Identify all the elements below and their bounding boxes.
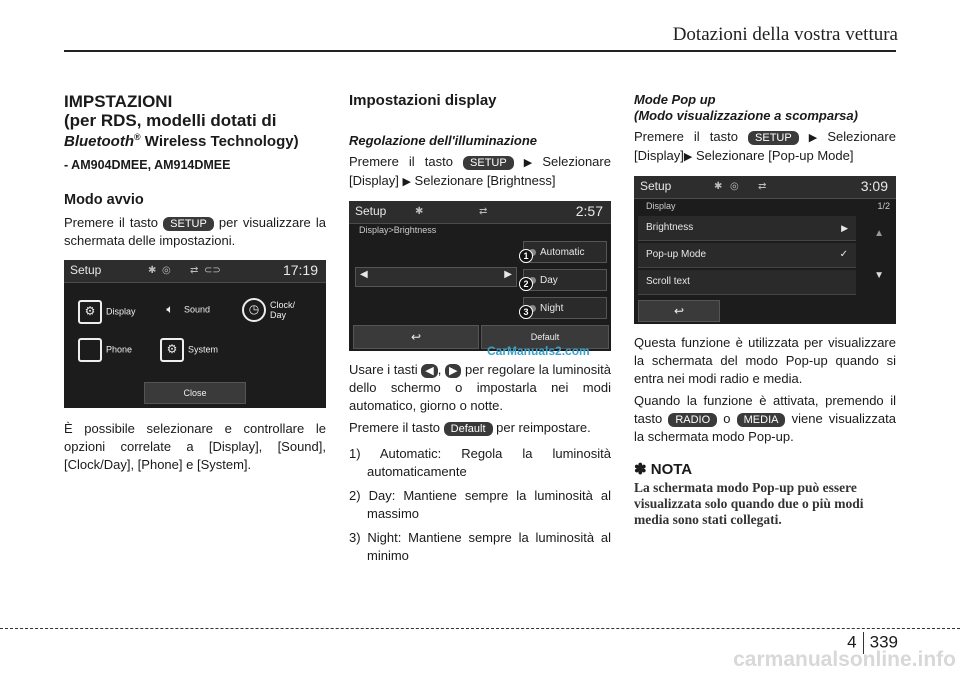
clock-tile-label: Clock/ Day (270, 300, 296, 320)
bluetooth-icon: ✱ (415, 206, 424, 217)
setup-menu-screenshot (64, 260, 326, 408)
display-tile (78, 300, 136, 324)
night-label: Night (540, 303, 564, 314)
brightness-modes-list (349, 445, 611, 565)
media-key: MEDIA (737, 413, 786, 427)
column-2 (349, 92, 611, 565)
popup-instructions (634, 128, 896, 166)
display-icon: ⚙ (78, 300, 102, 324)
sound-tile-label: Sound (184, 304, 211, 315)
arrow-keys-text (349, 361, 611, 415)
day-label: Day (540, 275, 558, 286)
modo-text-a: Premere il tasto (64, 215, 159, 230)
arrow-text-c: per regolare la luminosità dello schermo o impostarla nei modi automatico, giorno o notte. (349, 362, 612, 413)
popup-mode-row (638, 243, 856, 268)
system-tile (160, 338, 218, 362)
bluetooth-line (64, 132, 326, 150)
list-item: 1) Automatic: Regola la luminosità automaticamente (349, 446, 611, 479)
speaker-icon: 🔈︎ (166, 302, 174, 316)
right-key-icon: ▶ (445, 364, 461, 378)
section-title (64, 92, 326, 130)
popup-instr-a: Premere il tasto (634, 129, 749, 144)
setup-description: È possibile selezionare e controllare le opzioni correlate a [Display], [Sound], [Clock/Day], [Phone] e [System]. (64, 421, 326, 472)
screen-title: Setup (640, 179, 672, 193)
arrow-right-icon: ▶ (841, 223, 848, 233)
reset-text-a: Premere il tasto (349, 420, 444, 435)
note-heading: ✽ NOTA (634, 461, 693, 478)
clock-icon: ◷ (242, 298, 266, 322)
default-reset-text (349, 419, 611, 437)
bluetooth-rest: Wireless Technology) (140, 133, 299, 150)
phone-tile (78, 338, 132, 362)
screen-title: Setup (355, 204, 387, 218)
modo-avvio-heading: Modo avvio (64, 192, 144, 208)
setup-key: SETUP (748, 131, 799, 145)
sound-tile (160, 300, 210, 320)
activation-text-a: Quando la funzione è attivata, premendo il tasto (634, 393, 896, 426)
callout-2: 2 (519, 277, 533, 291)
section-title-line2: (per RDS, modelli dotati di (64, 111, 277, 130)
brightness-slider (355, 267, 517, 287)
usb-icon: ⇄ (190, 265, 199, 276)
header-rule (64, 50, 896, 52)
display-tile-label: Display (106, 306, 136, 317)
link-icon: ⊂⊃ (204, 265, 221, 276)
screen-clock: 3:09 (860, 178, 888, 194)
activation-text-c: viene visualizzata la schermata modo Pop-up. (634, 411, 897, 444)
scroll-down-icon: ▼ (874, 270, 884, 281)
arrow-right-icon: ▶ (504, 269, 512, 280)
modo-avvio-text (64, 214, 326, 250)
close-button: Close (144, 382, 246, 404)
note-text: La schermata modo Pop-up può essere visualizzata solo quando due o più modi media sono stati collegati. (634, 480, 864, 527)
watermark: CarManuals2.com (487, 344, 590, 358)
screen-title: Setup (70, 263, 102, 277)
arrow-right-icon: ▶ (402, 176, 411, 188)
default-button: Default (481, 325, 609, 349)
bluetooth-icon: ✱ (148, 265, 157, 276)
usb-icon: ⇄ (758, 181, 767, 192)
brightness-row-label: Brightness (646, 222, 694, 233)
scroll-up-icon: ▲ (874, 228, 884, 239)
arrow-left-icon: ◀ (360, 269, 368, 280)
left-key-icon: ◀ (421, 364, 437, 378)
default-key: Default (444, 422, 493, 436)
setup-key: SETUP (463, 156, 514, 170)
popup-mode-screenshot (634, 176, 896, 324)
screen-clock: 2:57 (575, 203, 603, 219)
popup-heading-line1: Mode Pop up (634, 92, 716, 107)
footer-rule (0, 628, 960, 629)
callout-3: 3 (519, 305, 533, 319)
popup-instr-b: Selezionare [Display] (634, 129, 896, 163)
bluetooth-icon: ✱ (714, 181, 723, 192)
arrow-text-b: , (437, 362, 445, 377)
section-title-line1: IMPSTAZIONI (64, 92, 173, 111)
brightness-screenshot (349, 201, 611, 351)
registered-mark: ® (133, 132, 141, 142)
callout-1: 1 (519, 249, 533, 263)
model-codes: - AM904DMEE, AM914DMEE (64, 158, 231, 172)
chapter-number: 4 (847, 632, 857, 652)
breadcrumb: Display (646, 201, 676, 211)
list-item: 3) Night: Mantiene sempre la luminosità al minimo (349, 530, 611, 563)
disc-icon: ◎ (162, 265, 171, 276)
popup-row-label: Pop-up Mode (646, 249, 707, 260)
page-indicator: 1/2 (877, 201, 890, 211)
column-1 (64, 92, 326, 474)
instr-a: Premere il tasto (349, 154, 464, 169)
system-icon: ⚙ (160, 338, 184, 362)
check-icon: ✓ (839, 249, 848, 260)
popup-instr-c: Selezionare [Pop-up Mode] (692, 148, 854, 163)
automatic-label: Automatic (540, 247, 585, 258)
arrow-right-icon: ▶ (523, 157, 533, 169)
popup-activation-text (634, 392, 896, 446)
setup-key: SETUP (163, 217, 214, 231)
back-icon: ↩ (353, 325, 479, 349)
phone-icon (78, 338, 102, 362)
popup-description: Questa funzione è utilizzata per visualizzare la schermata del modo Pop-up quando si entra nei modi radio e media. (634, 335, 896, 386)
page-num: 339 (869, 632, 898, 652)
system-tile-label: System (188, 344, 219, 355)
activation-text-b: o (717, 411, 737, 426)
radio-key: RADIO (668, 413, 717, 427)
scroll-text-row (638, 270, 856, 295)
disc-icon: ◎ (730, 181, 739, 192)
brightness-row (638, 216, 856, 241)
phone-tile-label: Phone (106, 344, 133, 355)
back-icon: ↩ (638, 300, 720, 322)
instr-c: Selezionare [Brightness] (410, 173, 556, 188)
instr-b: Selezionare [Display] (349, 154, 611, 188)
site-watermark: carmanualsonline.info (733, 648, 956, 671)
screen-clock: 17:19 (282, 262, 318, 278)
arrow-right-icon: ▶ (683, 151, 693, 163)
breadcrumb: Display>Brightness (359, 225, 437, 235)
popup-heading-line2: (Modo visualizzazione a scomparsa) (634, 108, 858, 123)
day-option (523, 269, 607, 291)
usb-icon: ⇄ (479, 206, 488, 217)
brightness-subheading: Regolazione dell'illuminazione (349, 133, 538, 148)
running-header-title: Dotazioni della vostra vettura (672, 24, 898, 45)
automatic-option (523, 241, 607, 263)
display-settings-heading: Impostazioni display (349, 92, 497, 109)
popup-mode-heading (634, 92, 896, 124)
arrow-right-icon: ▶ (808, 132, 818, 144)
scroll-row-label: Scroll text (646, 276, 690, 287)
night-option (523, 297, 607, 319)
bluetooth-brand: Bluetooth (64, 133, 134, 150)
arrow-text-a: Usare i tasti (349, 362, 418, 377)
reset-text-b: per reimpostare. (492, 420, 591, 435)
column-3 (634, 92, 896, 528)
list-item: 2) Day: Mantiene sempre la luminosità al massimo (349, 488, 611, 521)
brightness-instructions (349, 153, 611, 191)
clock-day-tile (242, 298, 302, 322)
modo-text-b: per visualizzare la schermata delle impostazioni. (64, 215, 326, 248)
